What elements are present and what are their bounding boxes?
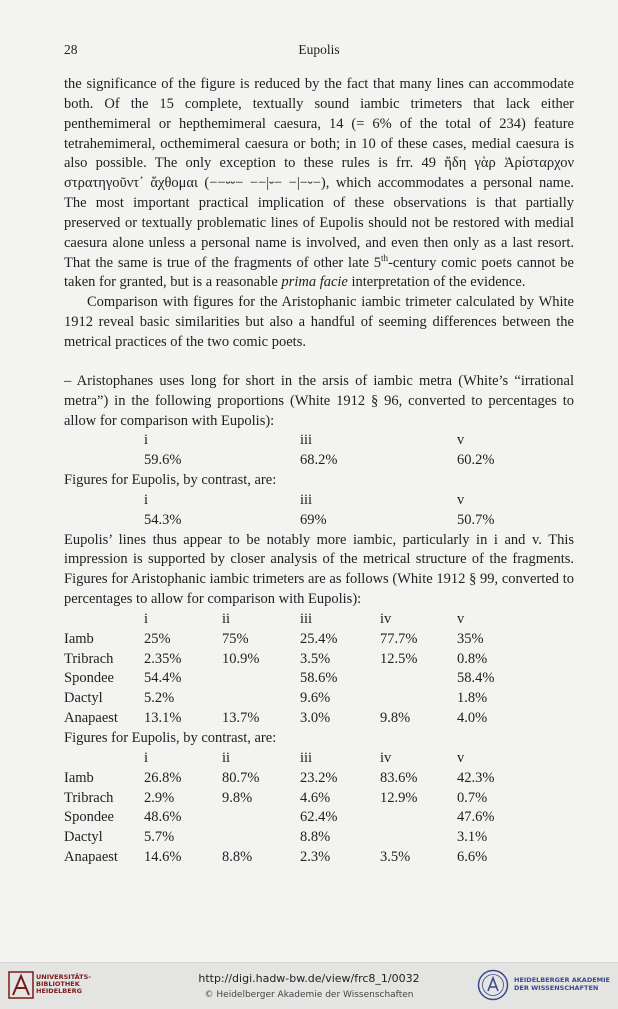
table-row: Iamb 26.8% 80.7% 23.2% 83.6% 42.3% xyxy=(64,769,495,786)
line-eupolis-contrast-1: Figures for Eupolis, by contrast, are: xyxy=(64,472,277,489)
table-aristophanes-feet xyxy=(64,610,574,729)
table-header-row: i iii v xyxy=(144,491,465,508)
viewer-footer xyxy=(0,962,618,1009)
permalink[interactable]: http://digi.hadw-bw.de/view/frc8_1/0032 xyxy=(198,972,420,985)
table-eupolis-irrational xyxy=(64,491,574,531)
table-header-row: i ii iii iv v xyxy=(144,749,465,766)
page-body xyxy=(64,75,574,868)
table-eupolis-feet xyxy=(64,749,574,868)
paragraph-2: Comparison with figures for the Aristophanic iambic trimeter calculated by White 1912 reveal basic similarities but also a handful of seeming differences between the metrical practices of the two comic poets. xyxy=(64,294,574,350)
table-row: Iamb 25% 75% 25.4% 77.7% 35% xyxy=(64,630,484,647)
copyright-notice: © Heidelberger Akademie der Wissenschaften xyxy=(204,990,414,1000)
academy-name: HEIDELBERGER AKADEMIE DER WISSENSCHAFTEN xyxy=(514,976,610,992)
table-row: Anapaest 14.6% 8.8% 2.3% 3.5% 6.6% xyxy=(64,849,488,866)
table-row: Spondee 48.6% 62.4% 47.6% xyxy=(64,809,495,826)
table-row: Dactyl 5.7% 8.8% 3.1% xyxy=(64,829,488,846)
table-row: 54.3% 69% 50.7% xyxy=(144,511,495,528)
paragraph-4: Eupolis’ lines thus appear to be notably more iambic, particularly in i and v. This impression is supported by closer analysis of the metrical structure of the fragments. Figures for Aristophanic iambic trimeters are as follows (White 1912 § 99, converted to percentages to allow for comparison with Eupolis): xyxy=(64,531,574,608)
academy-seal-icon xyxy=(477,969,509,1001)
running-title: Eupolis xyxy=(298,42,340,57)
table-row: Spondee 54.4% 58.6% 58.4% xyxy=(64,670,495,687)
university-library-name: UNIVERSITÄTS- BIBLIOTHEK HEIDELBERG xyxy=(36,973,91,996)
page-header xyxy=(64,42,574,62)
table-header-row: i iii v xyxy=(144,432,465,449)
table-row: Tribrach 2.9% 9.8% 4.6% 12.9% 0.7% xyxy=(64,789,488,806)
table-header-row: i ii iii iv v xyxy=(144,610,465,627)
table-row: Tribrach 2.35% 10.9% 3.5% 12.5% 0.8% xyxy=(64,650,488,667)
paragraph-3: – Aristophanes uses long for short in the arsis of iambic metra (White’s “irrational metra”) in the following proportions (White 1912 § 96, converted to percentages to allow for comparison with Eupolis): xyxy=(64,372,574,429)
table-row: Dactyl 5.2% 9.6% 1.8% xyxy=(64,690,488,707)
paragraph-1: the significance of the figure is reduced by the fact that many lines can accommodate both. Of the 15 complete, textually sound iambic trimeters that lack either penthemimeral or hepthemimeral caesura, 14 (= 6% of the total of 234) feature tetrahemimeral, octhemimeral caesura or both; in 10 of these cases, medial caesura is also possible. The only exception to these rules is frr. 49 ἤδη γὰρ Ἀρίσταρχον στρατηγοῦντ᾽ ἄχθομαι (−−⏑⏑− −−|⏑− −|−⏑−), which accommodates a personal name. The most important practical implication of these observations is that partially preserved or textually problematic lines of Eupolis should not be restored with medial caesura alone unless a personal name is involved, and even then only as a last resort. That the same is true of the fragments of other late 5th-century comic poets cannot be taken for granted, but is a reasonable prima facie interpretation of the evidence. xyxy=(64,76,574,291)
line-eupolis-contrast-2: Figures for Eupolis, by contrast, are: xyxy=(64,730,277,746)
table-row: Anapaest 13.1% 13.7% 3.0% 9.8% 4.0% xyxy=(64,710,488,727)
page-number: 28 xyxy=(64,42,78,57)
table-row: 59.6% 68.2% 60.2% xyxy=(144,452,495,469)
table-aristophanes-irrational xyxy=(64,431,574,471)
